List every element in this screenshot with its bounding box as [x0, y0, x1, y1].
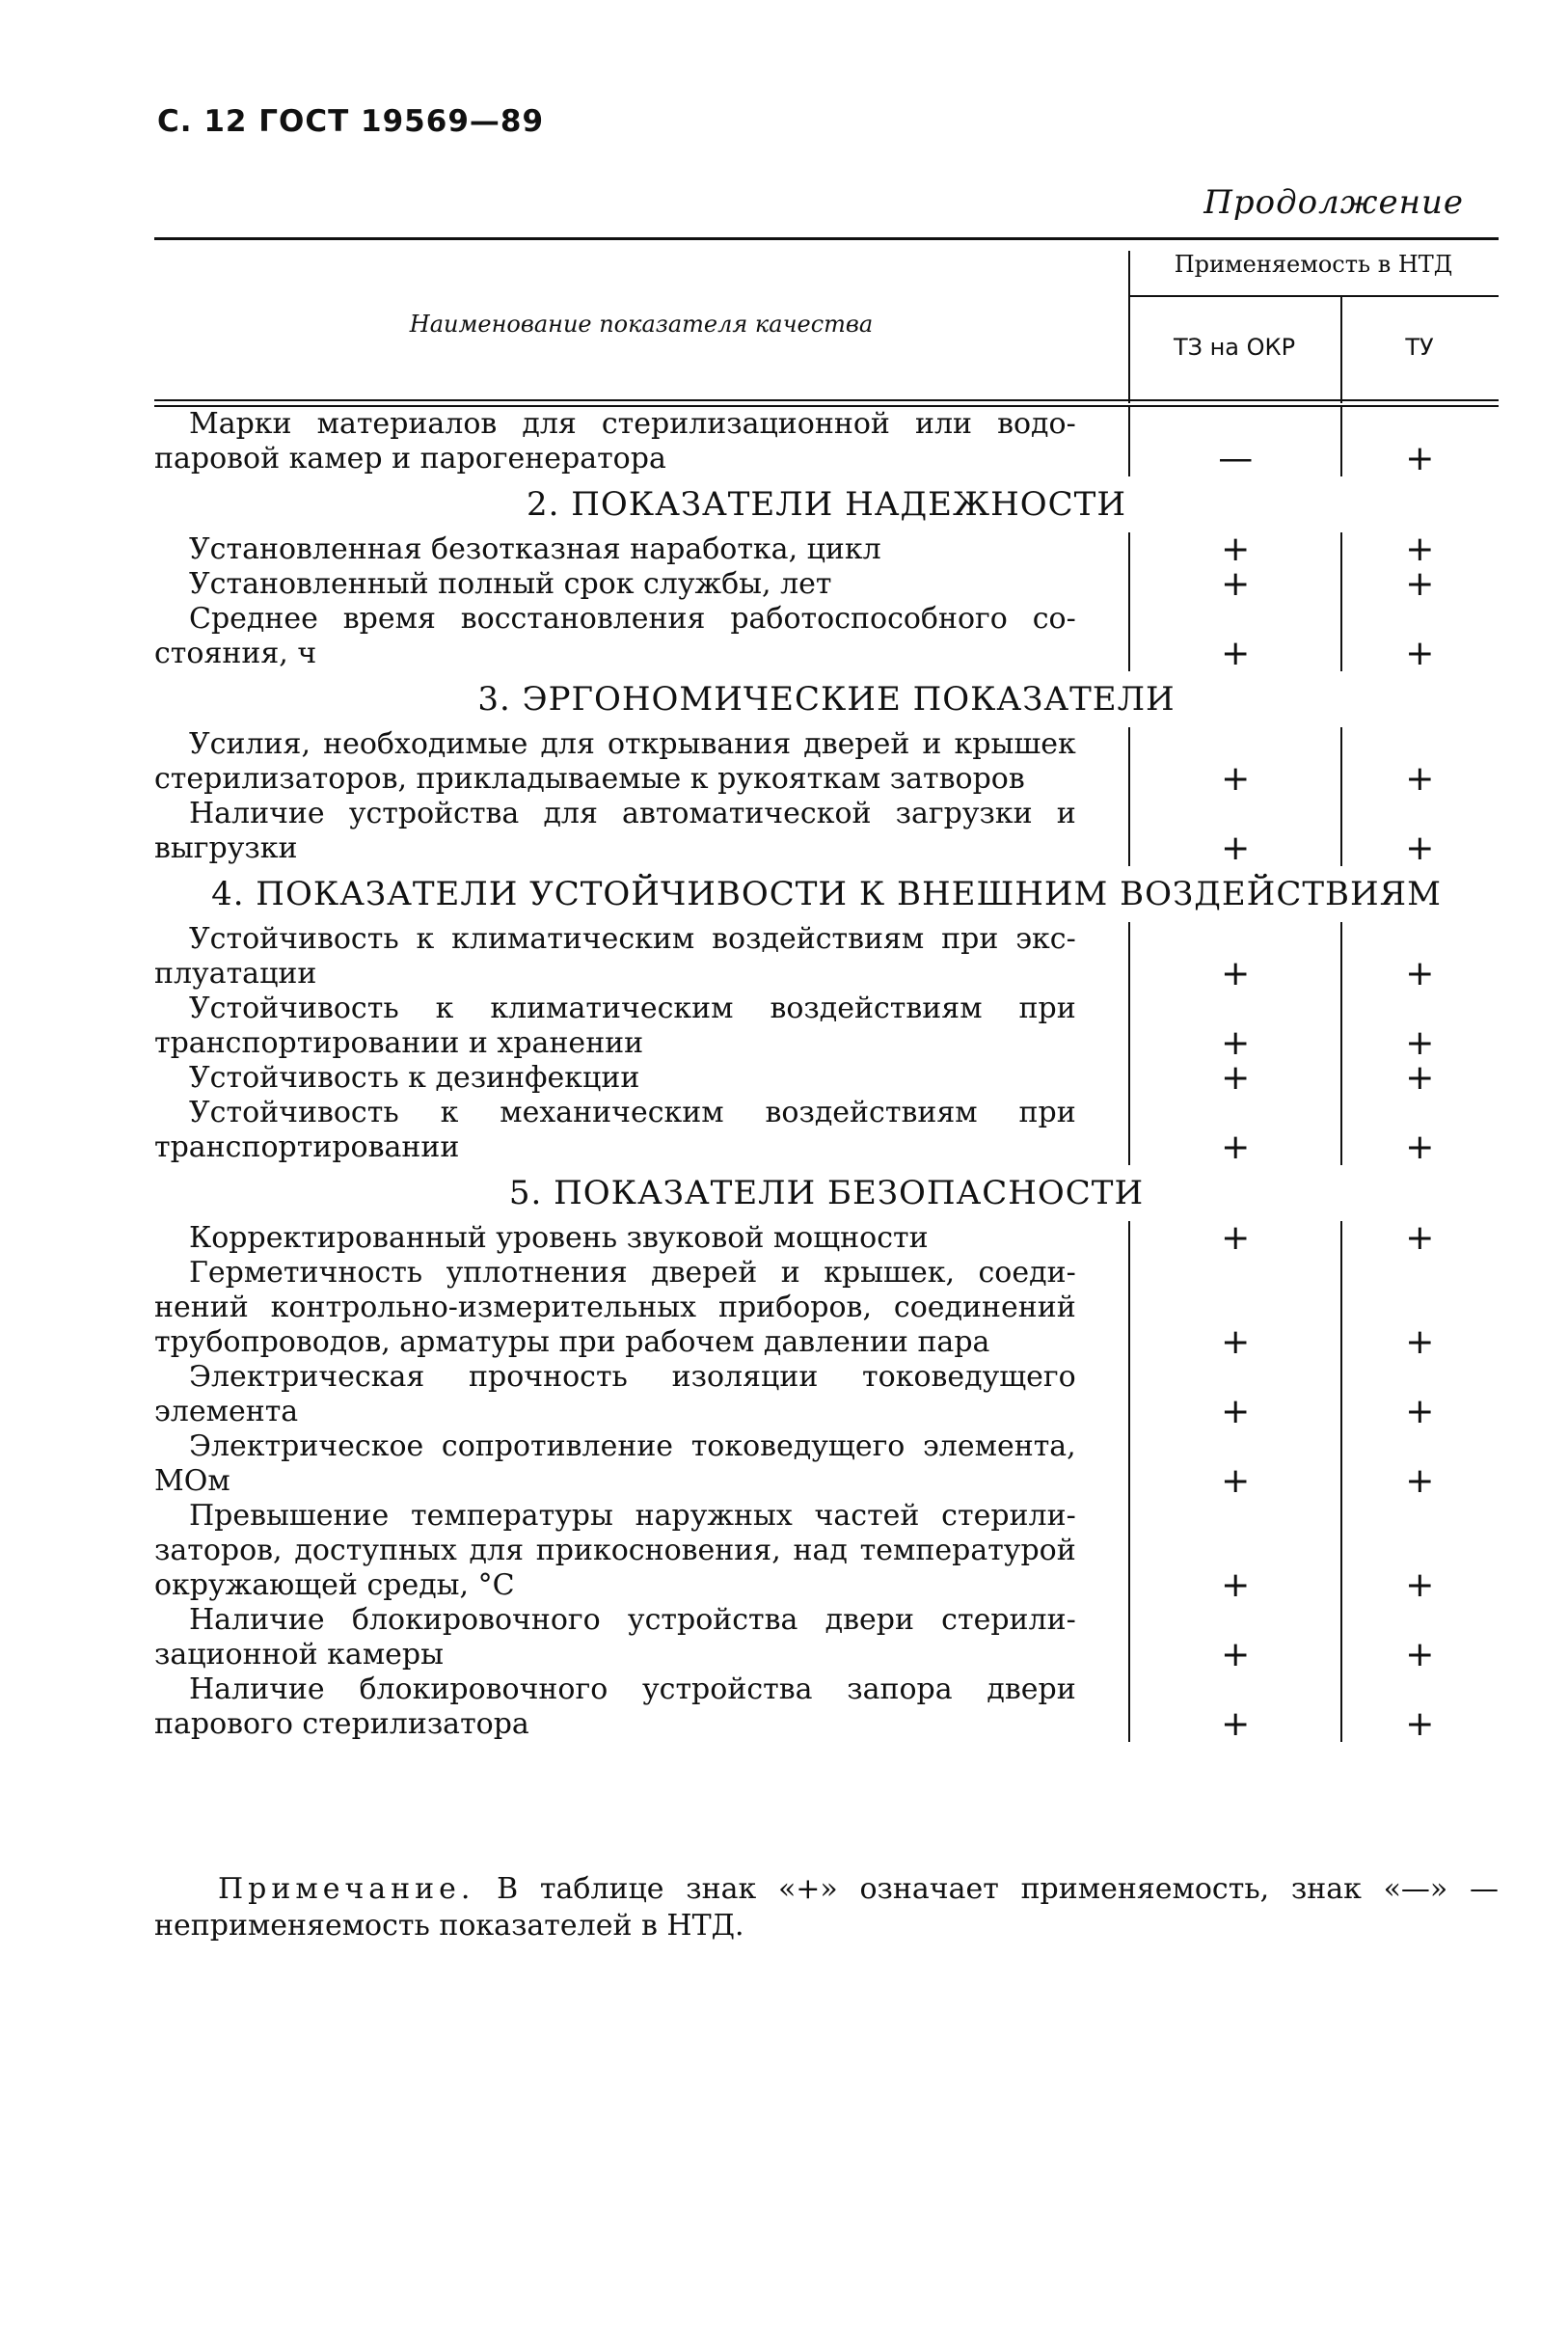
- applicability-tu: +: [1405, 759, 1435, 799]
- applicability-tu: +: [1405, 954, 1435, 993]
- applicability-tz: +: [1221, 1704, 1251, 1744]
- section-title: 4. ПОКАЗАТЕЛИ УСТОЙЧИВОСТИ К ВНЕШНИМ ВОЗДЕЙСТВИЯМ: [211, 875, 1442, 913]
- applicability-tz: +: [1221, 1058, 1251, 1098]
- applicability-tu: +: [1405, 634, 1435, 673]
- indicator-name: Усилия, необходимые для открывания дверей и крышек стерилизаторов, прикладываемые к рукояткам затворов: [154, 727, 1076, 796]
- applicability-tu: +: [1405, 1322, 1435, 1362]
- applicability-tu: +: [1405, 564, 1435, 604]
- table-row: [154, 1096, 1499, 1165]
- applicability-tu: +: [1405, 829, 1435, 868]
- applicability-tu: +: [1405, 530, 1435, 569]
- indicator-name: Устойчивость к климатическим воздействиям при эксплуатации: [154, 922, 1076, 991]
- applicability-tz: +: [1221, 1023, 1251, 1063]
- table-row: [154, 922, 1499, 992]
- indicator-name: Среднее время восстановления работоспособного состояния, ч: [154, 602, 1076, 670]
- group-header-rule: [1128, 295, 1499, 297]
- column-header-tz: ТЗ на ОКР: [1173, 334, 1296, 361]
- table-row: [154, 1058, 1499, 1098]
- table-row: [154, 727, 1499, 797]
- continuation-label: Продолжение: [1203, 183, 1464, 222]
- applicability-tz: +: [1221, 1565, 1251, 1605]
- indicator-name: Установленная безотказная наработка, цикл: [189, 532, 881, 566]
- header-bottom-rule: [154, 399, 1499, 401]
- applicability-tz: +: [1221, 530, 1251, 569]
- applicability-tz: +: [1221, 564, 1251, 604]
- applicability-tz: —: [1218, 439, 1254, 478]
- table-row: [154, 797, 1499, 866]
- table-row: [154, 1429, 1499, 1499]
- table-group: [154, 532, 1499, 671]
- column-header-group: Применяемость в НТД: [1174, 251, 1453, 278]
- indicator-name: Устойчивость к дезинфекции: [189, 1061, 640, 1095]
- column-header-name: Наименование показателя качества: [409, 311, 874, 338]
- table-row: [154, 1218, 1499, 1258]
- applicability-tz: +: [1221, 1322, 1251, 1362]
- applicability-tz: +: [1221, 1128, 1251, 1167]
- table-row: [154, 1672, 1499, 1742]
- table-header: [154, 237, 1499, 411]
- applicability-tz: +: [1221, 954, 1251, 993]
- table-row: [154, 1499, 1499, 1603]
- table-row: [154, 532, 1499, 567]
- applicability-tu: +: [1405, 1218, 1435, 1258]
- applicability-tz: +: [1221, 1392, 1251, 1431]
- section-title: 5. ПОКАЗАТЕЛИ БЕЗОПАСНОСТИ: [508, 1174, 1145, 1212]
- table-group: [154, 727, 1499, 866]
- applicability-tz: +: [1221, 1461, 1251, 1501]
- applicability-tz: +: [1221, 634, 1251, 673]
- table-row: [154, 992, 1499, 1061]
- indicator-name: Устойчивость к механическим воздействиям при транспортировании: [154, 1096, 1076, 1164]
- table-row: [154, 1256, 1499, 1360]
- table-row: [154, 1360, 1499, 1429]
- applicability-tu: +: [1405, 1635, 1435, 1674]
- applicability-tz: +: [1221, 1635, 1251, 1674]
- table-row: [154, 602, 1499, 671]
- table-note: [154, 1871, 1499, 1944]
- table-group: [154, 407, 1499, 476]
- applicability-tu: +: [1405, 439, 1435, 478]
- indicator-name: Наличие устройства для автоматической загрузки и выгрузки: [154, 797, 1076, 865]
- indicator-name: Марки материалов для стерилизационной или водопаровой камер и парогенератора: [154, 407, 1076, 476]
- indicator-name: Электрическая прочность изоляции токоведущего элемента: [154, 1360, 1076, 1428]
- table-group: [154, 1218, 1499, 1744]
- indicator-name: Электрическое сопротивление токоведущего элемента, МОм: [154, 1429, 1076, 1498]
- section-title: 3. ЭРГОНОМИЧЕСКИЕ ПОКАЗАТЕЛИ: [477, 680, 1176, 719]
- indicator-name: Установленный полный срок службы, лет: [189, 567, 832, 601]
- table-row: [154, 564, 1499, 604]
- indicator-name: Корректированный уровень звуковой мощности: [189, 1221, 929, 1255]
- applicability-tu: +: [1405, 1058, 1435, 1098]
- applicability-tu: +: [1405, 1461, 1435, 1501]
- table-body: [154, 407, 1499, 1742]
- indicator-name: Превышение температуры наружных частей стерилизаторов, доступных для прикосновения, над температурой окружающей среды, °С: [154, 1499, 1076, 1602]
- page-header: С. 12 ГОСТ 19569—89: [157, 104, 545, 139]
- table-group: [154, 922, 1499, 1165]
- indicator-name: Наличие блокировочного устройства запора двери парового стерилизатора: [154, 1672, 1076, 1741]
- applicability-tu: +: [1405, 1023, 1435, 1063]
- applicability-tu: +: [1405, 1392, 1435, 1431]
- indicator-name: Герметичность уплотнения дверей и крышек, соединений контрольно-измерительных приборов, соединений трубопроводов, арматуры при рабочем давлении пара: [154, 1256, 1076, 1359]
- column-header-tu: ТУ: [1405, 334, 1434, 361]
- applicability-tu: +: [1405, 1565, 1435, 1605]
- note-text: В таблице знак «+» означает применяемость, знак «—» —неприменяемость показателей в НТД.: [154, 1872, 1499, 1943]
- indicator-name: Устойчивость к климатическим воздействиям при транспортировании и хранении: [154, 992, 1076, 1060]
- table-row: [154, 407, 1499, 476]
- indicator-name: Наличие блокировочного устройства двери стерилизационной камеры: [154, 1603, 1076, 1672]
- applicability-tu: +: [1405, 1704, 1435, 1744]
- note-label: Примечание.: [218, 1872, 475, 1906]
- applicability-tz: +: [1221, 1218, 1251, 1258]
- table-row: [154, 1603, 1499, 1672]
- applicability-tz: +: [1221, 759, 1251, 799]
- applicability-tz: +: [1221, 829, 1251, 868]
- table-top-rule: [154, 237, 1499, 240]
- applicability-tu: +: [1405, 1128, 1435, 1167]
- section-title: 2. ПОКАЗАТЕЛИ НАДЕЖНОСТИ: [526, 485, 1127, 524]
